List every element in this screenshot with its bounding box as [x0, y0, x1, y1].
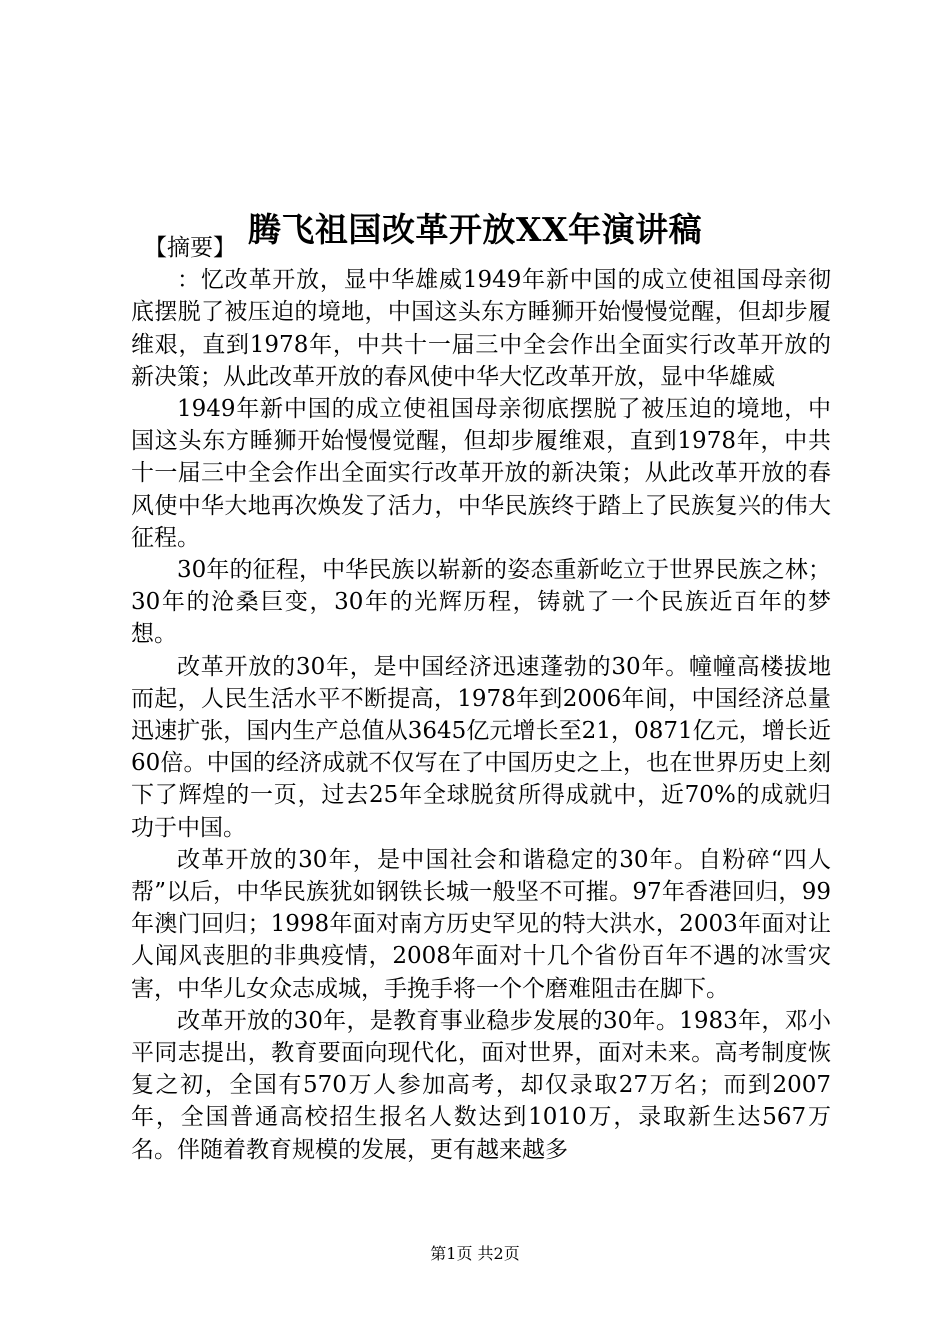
- abstract-label: 【摘要】: [144, 235, 236, 261]
- document-title: 腾飞祖国改革开放XX年演讲稿: [247, 210, 703, 250]
- document-body: [131, 232, 831, 1166]
- body-paragraph: 改革开放的30年，是中国社会和谐稳定的30年。自粉碎“四人帮”以后，中华民族犹如钢铁长城一般坚不可摧。97年香港回归，99年澳门回归；1998年面对南方历史罕见的特大洪水，2003年面对让人闻风丧胆的非典疫情，2008年面对十几个省份百年不遇的冰雪灾害，中华儿女众志成城，手挽手将一个个磨难阻击在脚下。: [131, 846, 831, 1002]
- body-paragraph: 改革开放的30年，是中国经济迅速蓬勃的30年。幢幢高楼拔地而起，人民生活水平不断提高，1978年到2006年间，中国经济总量迅速扩张，国内生产总值从3645亿元增长至21，0871亿元，增长近60倍。中国的经济成就不仅写在了中国历史之上，也在世界历史上刻下了辉煌的一页，过去25年全球脱贫所得成就中，近70%的成就归功于中国。: [131, 653, 831, 841]
- body-paragraph: 改革开放的30年，是教育事业稳步发展的30年。1983年，邓小平同志提出，教育要面向现代化，面对世界，面对未来。高考制度恢复之初，全国有570万人参加高考，却仅录取27万名；而到2007年，全国普通高校招生报名人数达到1010万，录取新生达567万名。伴随着教育规模的发展，更有越来越多: [131, 1007, 831, 1163]
- body-paragraph: 30年的征程，中华民族以崭新的姿态重新屹立于世界民族之林；30年的沧桑巨变，30年的光辉历程，铸就了一个民族近百年的梦想。: [131, 557, 831, 648]
- abstract-paragraph: ：忆改革开放，显中华雄威1949年新中国的成立使祖国母亲彻底摆脱了被压迫的境地，中国这头东方睡狮开始慢慢觉醒，但却步履维艰，直到1978年，中共十一届三中全会作出全面实行改革开放的新决策；从此改革开放的春风使中华大忆改革开放，显中华雄威: [131, 267, 831, 390]
- body-paragraph: 1949年新中国的成立使祖国母亲彻底摆脱了被压迫的境地，中国这头东方睡狮开始慢慢觉醒，但却步履维艰，直到1978年，中共十一届三中全会作出全面实行改革开放的新决策；从此改革开放的春风使中华大地再次焕发了活力，中华民族终于踏上了民族复兴的伟大征程。: [131, 396, 831, 551]
- page-footer: 第1页 共2页: [430, 1244, 520, 1263]
